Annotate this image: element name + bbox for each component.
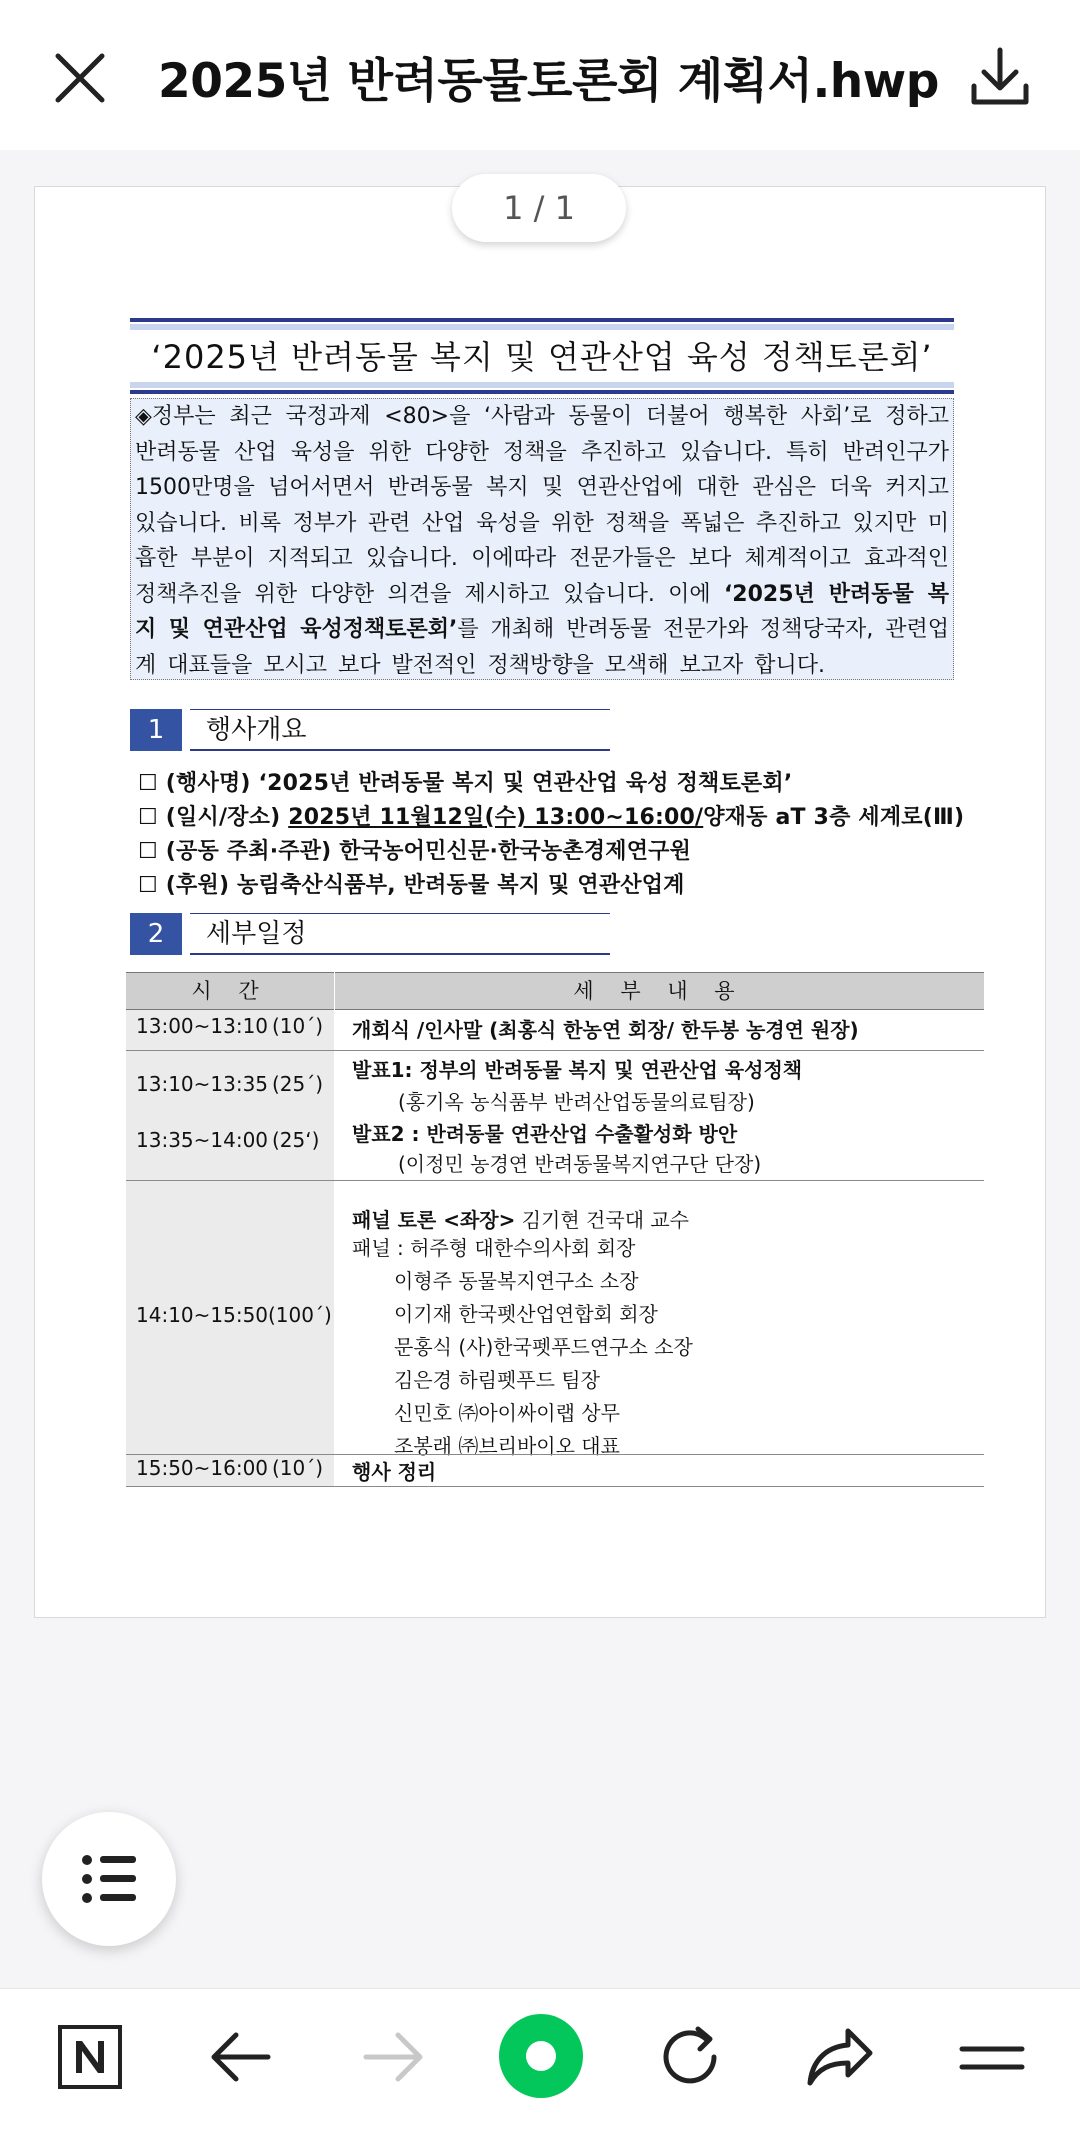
row-duration: (25‘) (272, 1128, 320, 1152)
row-duration: (100´) (268, 1303, 332, 1327)
header-time: 시 간 (191, 979, 269, 1003)
bottom-navigation-bar (0, 1988, 1080, 2129)
section-number: 2 (130, 913, 182, 955)
row-duration: (25´) (272, 1072, 324, 1096)
row-time: 15:50~16:00 (136, 1456, 269, 1480)
row-divider (126, 1180, 984, 1181)
document-file-title: 2025년 반려동물토론회 계획서.hwp (158, 54, 939, 109)
row-divider (126, 1454, 984, 1455)
row-presenter: (홍기옥 농식품부 반려산업동물의료팀장) (398, 1090, 755, 1114)
panel-heading: 패널 토론 <좌장> 김기현 건국대 교수 (352, 1208, 690, 1232)
row-presenter: (이정민 농경연 반려동물복지연구단 단장) (398, 1152, 762, 1176)
close-icon[interactable] (52, 50, 108, 106)
share-icon[interactable] (800, 2017, 880, 2097)
naver-logo-icon[interactable] (50, 2017, 130, 2097)
row-description: 행사 정리 (352, 1460, 437, 1484)
back-arrow-icon[interactable] (202, 2017, 282, 2097)
info-sponsor: ☐ (후원) 농림축산식품부, 반려동물 복지 및 연관산업계 (138, 873, 685, 898)
panelist: 문홍식 (사)한국펫푸드연구소 소장 (394, 1335, 693, 1359)
row-description: 발표1: 정부의 반려동물 복지 및 연관산업 육성정책 (352, 1058, 803, 1082)
green-circle-icon[interactable] (498, 2013, 584, 2099)
row-time: 13:35~14:00 (136, 1128, 269, 1152)
forward-arrow-icon (352, 2017, 432, 2097)
menu-icon[interactable] (952, 2017, 1032, 2097)
section-title: 행사개요 (190, 709, 610, 751)
schedule-table-header (126, 972, 984, 1010)
row-duration: (10´) (272, 1014, 324, 1038)
intro-text: ◈정부는 최근 국정과제 <80>을 ‘사람과 동물이 더불어 행복한 사회’로 정하고 반려동물 산업 육성을 위한 다양한 정책을 추진하고 있습니다. 특히 반려인구가 1500만명을 넘어서면서 반려동물 복지 및 연관산업에 대한 관심은 더욱 커지고 있습니다. 비록 정부가 관련 산업 육성을 위한 정책을 폭넓은 추진하고 있지만 미흡한 부분이 지적되고 있습니다. 이에따라 전문가들은 보다 체계적이고 효과적인 정책추진을 위한 다양한 의견을 제시하고 있습니다. 이에 ‘2025년 반려동물 복지 및 연관산업 육성정책토론회’를 개최해 반려동물 전문가와 정책당국자, 관련업계 대표들을 모시고 보다 발전적인 정책방향을 모색해 보고자 합니다. (135, 404, 950, 678)
panelist: 조봉래 ㈜브리바이오 대표 (394, 1434, 620, 1458)
info-event-name: ☐ (행사명) ‘2025년 반려동물 복지 및 연관산업 육성 정책토론회’ (138, 771, 793, 796)
row-divider (126, 1050, 984, 1051)
document-heading: ‘2025년 반려동물 복지 및 연관산업 육성 정책토론회’ (151, 338, 933, 376)
row-time: 13:00~13:10 (136, 1014, 269, 1038)
document-title-box (130, 318, 954, 394)
table-bottom-border (126, 1486, 984, 1487)
info-host: ☐ (공동 주최·주관) 한국농어민신문·한국농촌경제연구원 (138, 839, 692, 864)
header-details: 세 부 내 용 (573, 979, 745, 1003)
row-description: 발표2 : 반려동물 연관산업 수출활성화 방안 (352, 1122, 738, 1146)
row-time: 14:10~15:50 (136, 1303, 269, 1327)
section-title: 세부일정 (190, 913, 610, 955)
download-icon[interactable] (968, 46, 1032, 108)
panelist: 패널 : 허주형 대한수의사회 회장 (352, 1236, 636, 1260)
top-bar (0, 0, 1080, 150)
section-number: 1 (130, 709, 182, 751)
page-indicator: 1 / 1 (452, 174, 626, 242)
info-date-place: ☐ (일시/장소) 2025년 11월12일(수) 13:00~16:00/양재동 aT 3층 세계로(Ⅲ) (138, 805, 965, 830)
intro-box (130, 398, 954, 680)
list-icon[interactable] (42, 1812, 176, 1946)
panelist: 김은경 하림펫푸드 팀장 (394, 1368, 600, 1392)
row-description: 개회식 /인사말 (최홍식 한농연 회장/ 한두봉 농경연 원장) (352, 1018, 859, 1042)
panelist: 신민호 ㈜아이싸이랩 상무 (394, 1401, 620, 1425)
panelist: 이기재 한국펫산업연합회 회장 (394, 1302, 658, 1326)
panelist: 이형주 동물복지연구소 소장 (394, 1269, 639, 1293)
row-time: 13:10~13:35 (136, 1072, 269, 1096)
refresh-icon[interactable] (650, 2017, 730, 2097)
row-duration: (10´) (272, 1456, 324, 1480)
